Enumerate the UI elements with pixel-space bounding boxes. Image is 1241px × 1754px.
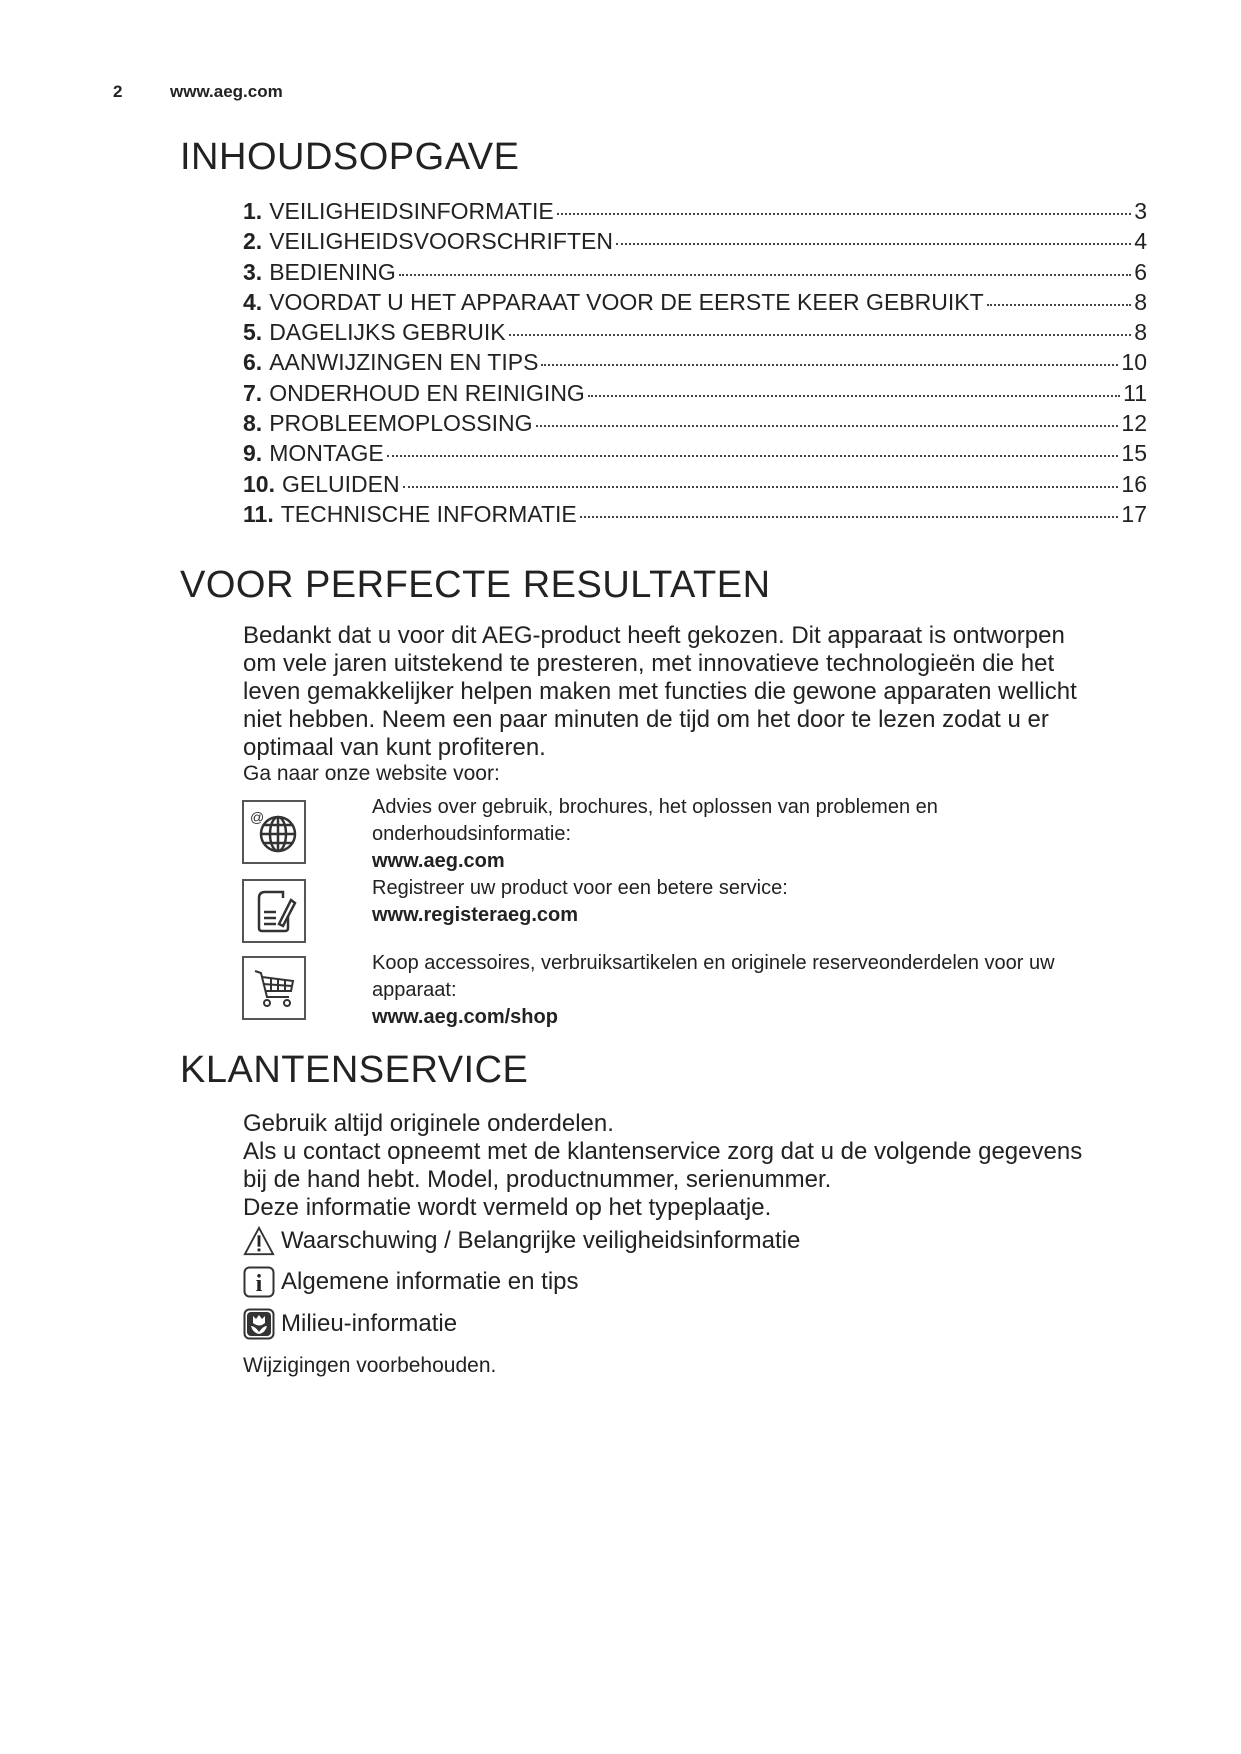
toc-leader-dots (509, 334, 1132, 336)
intro-line: optimaal van kunt profiteren. (243, 734, 546, 761)
toc-item-label: DAGELIJKS GEBRUIK (269, 319, 506, 346)
toc-item-number: 5. (243, 319, 263, 346)
service-text (243, 1110, 1143, 1222)
service-line: bij de hand hebt. Model, productnummer, serienummer. (243, 1166, 832, 1193)
toc-item[interactable] (243, 228, 1147, 258)
legend-environment (243, 1308, 457, 1340)
link-advice (372, 794, 1152, 929)
toc-item[interactable] (243, 259, 1147, 289)
toc-leader-dots (987, 304, 1132, 306)
toc-item[interactable] (243, 380, 1147, 410)
toc-leader-dots (403, 486, 1119, 488)
results-title: VOOR PERFECTE RESULTATEN (180, 564, 771, 606)
intro-line: leven gemakkelijker helpen maken met functies die gewone apparaten wellicht (243, 678, 1077, 705)
link-text: onderhoudsinformatie: (372, 823, 572, 845)
toc-item[interactable] (243, 319, 1147, 349)
toc-item-label: TECHNISCHE INFORMATIE (280, 500, 577, 527)
toc-item-number: 9. (243, 440, 263, 467)
toc-leader-dots (399, 274, 1131, 276)
toc-leader-dots (588, 395, 1120, 397)
aeg-website-link[interactable]: www.aeg.com (372, 850, 505, 872)
service-line: Gebruik altijd originele onderdelen. (243, 1110, 614, 1137)
toc-item-label: GELUIDEN (281, 470, 400, 497)
intro-line: niet hebben. Neem een paar minuten de tijd om het door te lezen zodat u er (243, 706, 1049, 733)
toc-item-label: PROBLEEMOPLOSSING (269, 410, 533, 437)
toc-item-label: MONTAGE (269, 440, 384, 467)
intro-line: Bedankt dat u voor dit AEG-product heeft gekozen. Dit apparaat is ontworpen (243, 622, 1065, 649)
toc-item-number: 4. (243, 288, 263, 315)
service-line: Als u contact opneemt met de klantenservice zorg dat u de volgende gegevens (243, 1138, 1083, 1165)
toc-item[interactable] (243, 198, 1147, 228)
website-intro: Ga naar onze website voor: (243, 762, 500, 785)
toc-item-number: 3. (243, 258, 263, 285)
toc-item[interactable] (243, 410, 1147, 440)
toc-leader-dots (387, 455, 1119, 457)
register-website-link[interactable]: www.registeraeg.com (372, 904, 578, 926)
toc-item-page: 11 (1123, 379, 1147, 406)
link-shop (372, 950, 1152, 1031)
table-of-contents (243, 198, 1147, 531)
legend-label: Algemene informatie en tips (281, 1268, 579, 1295)
toc-item-number: 2. (243, 228, 263, 255)
info-icon (243, 1266, 275, 1298)
environment-icon (243, 1308, 275, 1340)
toc-item-number: 1. (243, 198, 263, 224)
warning-icon (243, 1225, 275, 1257)
toc-leader-dots (541, 364, 1118, 366)
header-website: www.aeg.com (170, 82, 283, 101)
link-text: Koop accessoires, verbruiksartikelen en originele reserveonderdelen voor uw (372, 952, 1055, 974)
link-text: apparaat: (372, 979, 457, 1001)
toc-item[interactable] (243, 289, 1147, 319)
toc-item-label: AANWIJZINGEN EN TIPS (269, 349, 539, 376)
results-intro (243, 622, 1143, 786)
toc-item[interactable] (243, 501, 1147, 531)
toc-item-page: 17 (1121, 500, 1147, 527)
toc-item-label: VEILIGHEIDSVOORSCHRIFTEN (269, 228, 613, 255)
toc-item[interactable] (243, 349, 1147, 379)
toc-leader-dots (536, 425, 1119, 427)
legend-warning (243, 1225, 800, 1257)
shop-website-link[interactable]: www.aeg.com/shop (372, 1006, 558, 1028)
toc-item-label: ONDERHOUD EN REINIGING (269, 379, 585, 406)
toc-item-page: 10 (1121, 349, 1147, 376)
service-title: KLANTENSERVICE (180, 1049, 529, 1091)
intro-line: om vele jaren uitstekend te presteren, met innovatieve technologieën die het (243, 650, 1055, 677)
service-line: Deze informatie wordt vermeld op het typeplaatje. (243, 1194, 772, 1221)
svg-text:@: @ (250, 809, 265, 825)
toc-item-label: VEILIGHEIDSINFORMATIE (269, 198, 554, 224)
toc-item-page: 8 (1134, 319, 1147, 346)
toc-leader-dots (616, 243, 1131, 245)
legend-label: Milieu-informatie (281, 1310, 458, 1337)
toc-item-page: 12 (1121, 410, 1147, 437)
legend-label: Waarschuwing / Belangrijke veiligheidsinformatie (281, 1227, 801, 1254)
toc-item-page: 8 (1134, 288, 1147, 315)
toc-item-label: VOORDAT U HET APPARAAT VOOR DE EERSTE KEER GEBRUIKT (269, 288, 984, 315)
changes-note: Wijzigingen voorbehouden. (243, 1354, 497, 1377)
toc-leader-dots (580, 516, 1119, 518)
toc-leader-dots (557, 213, 1131, 215)
page-number: 2 (113, 82, 123, 101)
toc-item-page: 4 (1134, 228, 1147, 255)
legend-info (243, 1266, 579, 1298)
link-text: Registreer uw product voor een betere service: (372, 877, 788, 899)
toc-item-number: 6. (243, 349, 263, 376)
toc-item-page: 15 (1121, 440, 1147, 467)
toc-item-number: 11. (243, 500, 274, 527)
link-text: Advies over gebruik, brochures, het oplossen van problemen en (372, 796, 938, 818)
shopping-cart-icon (242, 956, 306, 1020)
toc-item[interactable] (243, 440, 1147, 470)
toc-item-number: 8. (243, 410, 263, 437)
register-document-icon (242, 879, 306, 943)
toc-item-page: 6 (1134, 258, 1147, 285)
toc-item-page: 16 (1121, 470, 1147, 497)
toc-item-label: BEDIENING (269, 258, 396, 285)
svg-text:i: i (255, 1271, 263, 1297)
toc-item-number: 7. (243, 379, 263, 406)
toc-title: INHOUDSOPGAVE (180, 136, 520, 178)
toc-item-page: 3 (1134, 198, 1147, 224)
toc-item-number: 10. (243, 470, 275, 497)
globe-at-icon (242, 800, 306, 864)
toc-item[interactable] (243, 471, 1147, 501)
